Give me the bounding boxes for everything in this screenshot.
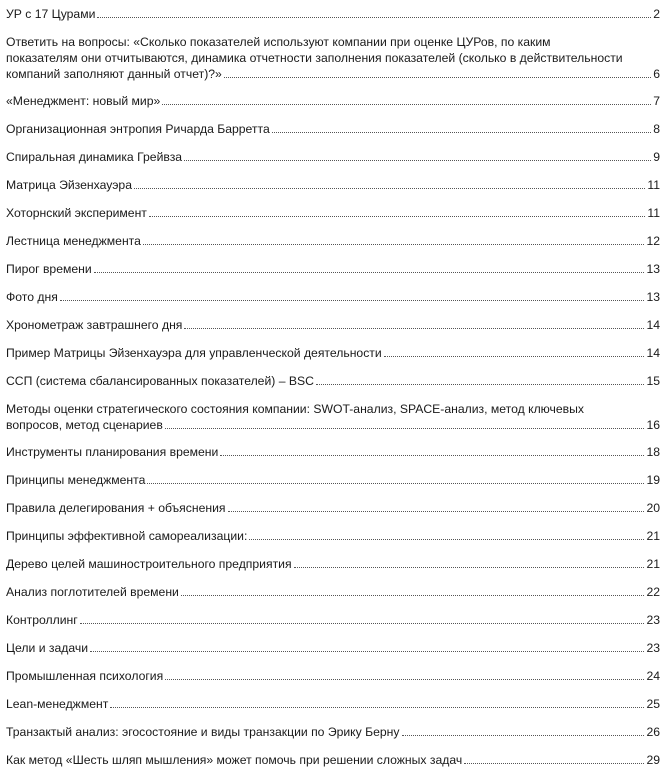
toc-entry-row bbox=[6, 233, 660, 249]
toc-entry-title: Лестница менеджмента bbox=[6, 234, 141, 248]
dot-leader bbox=[294, 567, 645, 568]
toc-entry-row bbox=[6, 556, 660, 572]
dot-leader bbox=[143, 244, 645, 245]
toc-entry-row bbox=[6, 752, 660, 768]
toc-page-number: 15 bbox=[646, 374, 660, 388]
dot-leader bbox=[402, 735, 645, 736]
toc-entry-row bbox=[6, 345, 660, 361]
toc-entry-row bbox=[6, 640, 660, 656]
toc-entry[interactable] bbox=[6, 640, 660, 656]
toc-entry[interactable] bbox=[6, 556, 660, 572]
toc-entry[interactable] bbox=[6, 317, 660, 333]
toc-entry-row bbox=[6, 444, 660, 460]
dot-leader bbox=[147, 483, 644, 484]
toc-entry[interactable] bbox=[6, 233, 660, 249]
dot-leader bbox=[165, 428, 645, 429]
dot-leader bbox=[110, 707, 644, 708]
toc-page-number: 2 bbox=[653, 7, 660, 21]
toc-entry[interactable] bbox=[6, 584, 660, 600]
toc-entry[interactable] bbox=[6, 472, 660, 488]
toc-entry-row bbox=[6, 121, 660, 137]
toc-entry-title: вопросов, метод сценариев bbox=[6, 418, 163, 432]
toc-entry-title: УР с 17 Цурами bbox=[6, 7, 96, 21]
toc-entry-title: компаний заполняют данный отчет)?» bbox=[6, 67, 222, 81]
dot-leader bbox=[181, 595, 645, 596]
toc-entry[interactable] bbox=[6, 668, 660, 684]
toc-entry-title: Матрица Эйзенхауэра bbox=[6, 178, 132, 192]
dot-leader bbox=[224, 77, 651, 78]
toc-entry-title: Правила делегирования + объяснения bbox=[6, 501, 226, 515]
toc-entry[interactable] bbox=[6, 93, 660, 109]
toc-entry-title: «Менеджмент: новый мир» bbox=[6, 94, 161, 108]
toc-page-number: 20 bbox=[646, 501, 660, 515]
dot-leader bbox=[134, 188, 645, 189]
toc-entry-row bbox=[6, 668, 660, 684]
toc-entry-title: Хронометраж завтрашнего дня bbox=[6, 318, 183, 332]
toc-page-number: 22 bbox=[646, 585, 660, 599]
toc-entry-row bbox=[6, 177, 660, 193]
dot-leader bbox=[149, 216, 645, 217]
toc-entry-row bbox=[6, 289, 660, 305]
toc-entry[interactable] bbox=[6, 289, 660, 305]
toc-entry-title: Хоторнский эксперимент bbox=[6, 206, 147, 220]
toc-entry-title: Пример Матрицы Эйзенхауэра для управленческой деятельности bbox=[6, 346, 382, 360]
toc-entry-row bbox=[6, 528, 660, 544]
dot-leader bbox=[184, 328, 644, 329]
toc-page-number: 9 bbox=[653, 150, 660, 164]
toc-page-number: 25 bbox=[646, 697, 660, 711]
toc-entry-title-line: Методы оценки стратегического состояния компании: SWOT-анализ, SPACE-анализ, метод ключевых bbox=[6, 402, 585, 416]
toc-entry-row bbox=[6, 472, 660, 488]
toc-entry-row bbox=[6, 93, 660, 109]
toc-entry-title-line: показателям они отчитываются, динамика отчетности заполнения показателей (сколько в действительности bbox=[6, 51, 623, 65]
toc-entry-row bbox=[6, 696, 660, 712]
toc-entry-row bbox=[6, 584, 660, 600]
toc-entry[interactable] bbox=[6, 528, 660, 544]
toc-page-number: 13 bbox=[646, 290, 660, 304]
toc-entry[interactable] bbox=[6, 34, 660, 82]
toc-entry[interactable] bbox=[6, 345, 660, 361]
dot-leader bbox=[162, 104, 651, 105]
toc-entry[interactable] bbox=[6, 177, 660, 193]
dot-leader bbox=[165, 679, 644, 680]
toc-entry[interactable] bbox=[6, 724, 660, 740]
dot-leader bbox=[316, 384, 645, 385]
toc-entry-title: Спиральная динамика Грейвза bbox=[6, 150, 183, 164]
toc-entry[interactable] bbox=[6, 121, 660, 137]
toc-entry-title: Как метод «Шесть шляп мышления» может помочь при решении сложных задач bbox=[6, 753, 463, 767]
toc-entry[interactable] bbox=[6, 696, 660, 712]
toc-entry-title: Дерево целей машиностроительного предприятия bbox=[6, 557, 292, 571]
toc-entry-row bbox=[6, 417, 660, 433]
toc-entry-title: Промышленная психология bbox=[6, 669, 164, 683]
toc-page-number: 7 bbox=[653, 94, 660, 108]
toc-page-number: 8 bbox=[653, 122, 660, 136]
toc-page-number: 24 bbox=[646, 669, 660, 683]
dot-leader bbox=[184, 160, 651, 161]
toc-entry-row bbox=[6, 373, 660, 389]
toc-page-number: 6 bbox=[653, 67, 660, 81]
toc-page-number: 29 bbox=[646, 753, 660, 767]
dot-leader bbox=[249, 539, 644, 540]
toc-entry-row bbox=[6, 317, 660, 333]
toc-entry-title: Анализ поглотителей времени bbox=[6, 585, 179, 599]
dot-leader bbox=[228, 511, 645, 512]
toc-page-number: 18 bbox=[646, 445, 660, 459]
toc-page-number: 14 bbox=[646, 346, 660, 360]
toc-entry-row bbox=[6, 205, 660, 221]
toc-entry-row bbox=[6, 612, 660, 628]
toc-page-number: 21 bbox=[646, 557, 660, 571]
toc-page-number: 11 bbox=[647, 178, 660, 192]
toc-entry[interactable] bbox=[6, 752, 660, 768]
toc-entry-row bbox=[6, 724, 660, 740]
dot-leader bbox=[90, 651, 644, 652]
toc-page-number: 23 bbox=[646, 641, 660, 655]
dot-leader bbox=[94, 272, 645, 273]
dot-leader bbox=[220, 455, 644, 456]
toc-entry-row bbox=[6, 500, 660, 516]
toc-entry-title: Принципы менеджмента bbox=[6, 473, 146, 487]
toc-entry-title-line: Ответить на вопросы: «Сколько показателей используют компании при оценке ЦУРов, по каким bbox=[6, 35, 551, 49]
toc-page-number: 12 bbox=[646, 234, 660, 248]
toc-entry-title: Организационная энтропия Ричарда Барретта bbox=[6, 122, 270, 136]
toc-entry-title: Lean-менеджмент bbox=[6, 697, 109, 711]
toc-page-number: 23 bbox=[646, 613, 660, 627]
toc-entry[interactable] bbox=[6, 205, 660, 221]
toc-entry[interactable] bbox=[6, 612, 660, 628]
dot-leader bbox=[384, 356, 645, 357]
toc-entry-title: Цели и задачи bbox=[6, 641, 89, 655]
dot-leader bbox=[97, 17, 651, 18]
toc-entry-title: Инструменты планирования времени bbox=[6, 445, 219, 459]
toc-page-number: 26 bbox=[646, 725, 660, 739]
toc-page-number: 21 bbox=[646, 529, 660, 543]
dot-leader bbox=[80, 623, 645, 624]
toc-entry-title: Контроллинг bbox=[6, 613, 78, 627]
toc-entry-title: ССП (система сбалансированных показателей) – BSC bbox=[6, 374, 314, 388]
toc-page-number: 19 bbox=[646, 473, 660, 487]
toc-entry[interactable] bbox=[6, 500, 660, 516]
toc-entry-title: Пирог времени bbox=[6, 262, 92, 276]
toc-entry[interactable] bbox=[6, 444, 660, 460]
dot-leader bbox=[464, 763, 644, 764]
toc-entry-row bbox=[6, 261, 660, 277]
toc-entry-row bbox=[6, 149, 660, 165]
toc-page-number: 11 bbox=[647, 206, 660, 220]
toc-page-number: 16 bbox=[646, 418, 660, 432]
toc-entry[interactable] bbox=[6, 149, 660, 165]
toc-entry-row bbox=[6, 6, 660, 22]
toc-entry[interactable] bbox=[6, 373, 660, 389]
toc-entry[interactable] bbox=[6, 401, 660, 433]
dot-leader bbox=[60, 300, 645, 301]
toc-entry-title: Фото дня bbox=[6, 290, 58, 304]
toc-page-number: 13 bbox=[646, 262, 660, 276]
toc-entry[interactable] bbox=[6, 6, 660, 22]
toc-page-number: 14 bbox=[646, 318, 660, 332]
toc-entry-row bbox=[6, 66, 660, 82]
toc-entry-title: Принципы эффективной самореализации: bbox=[6, 529, 248, 543]
dot-leader bbox=[272, 132, 651, 133]
toc-entry-title: Транзактый анализ: эгосостояние и виды транзакции по Эрику Берну bbox=[6, 725, 400, 739]
toc-entry[interactable] bbox=[6, 261, 660, 277]
